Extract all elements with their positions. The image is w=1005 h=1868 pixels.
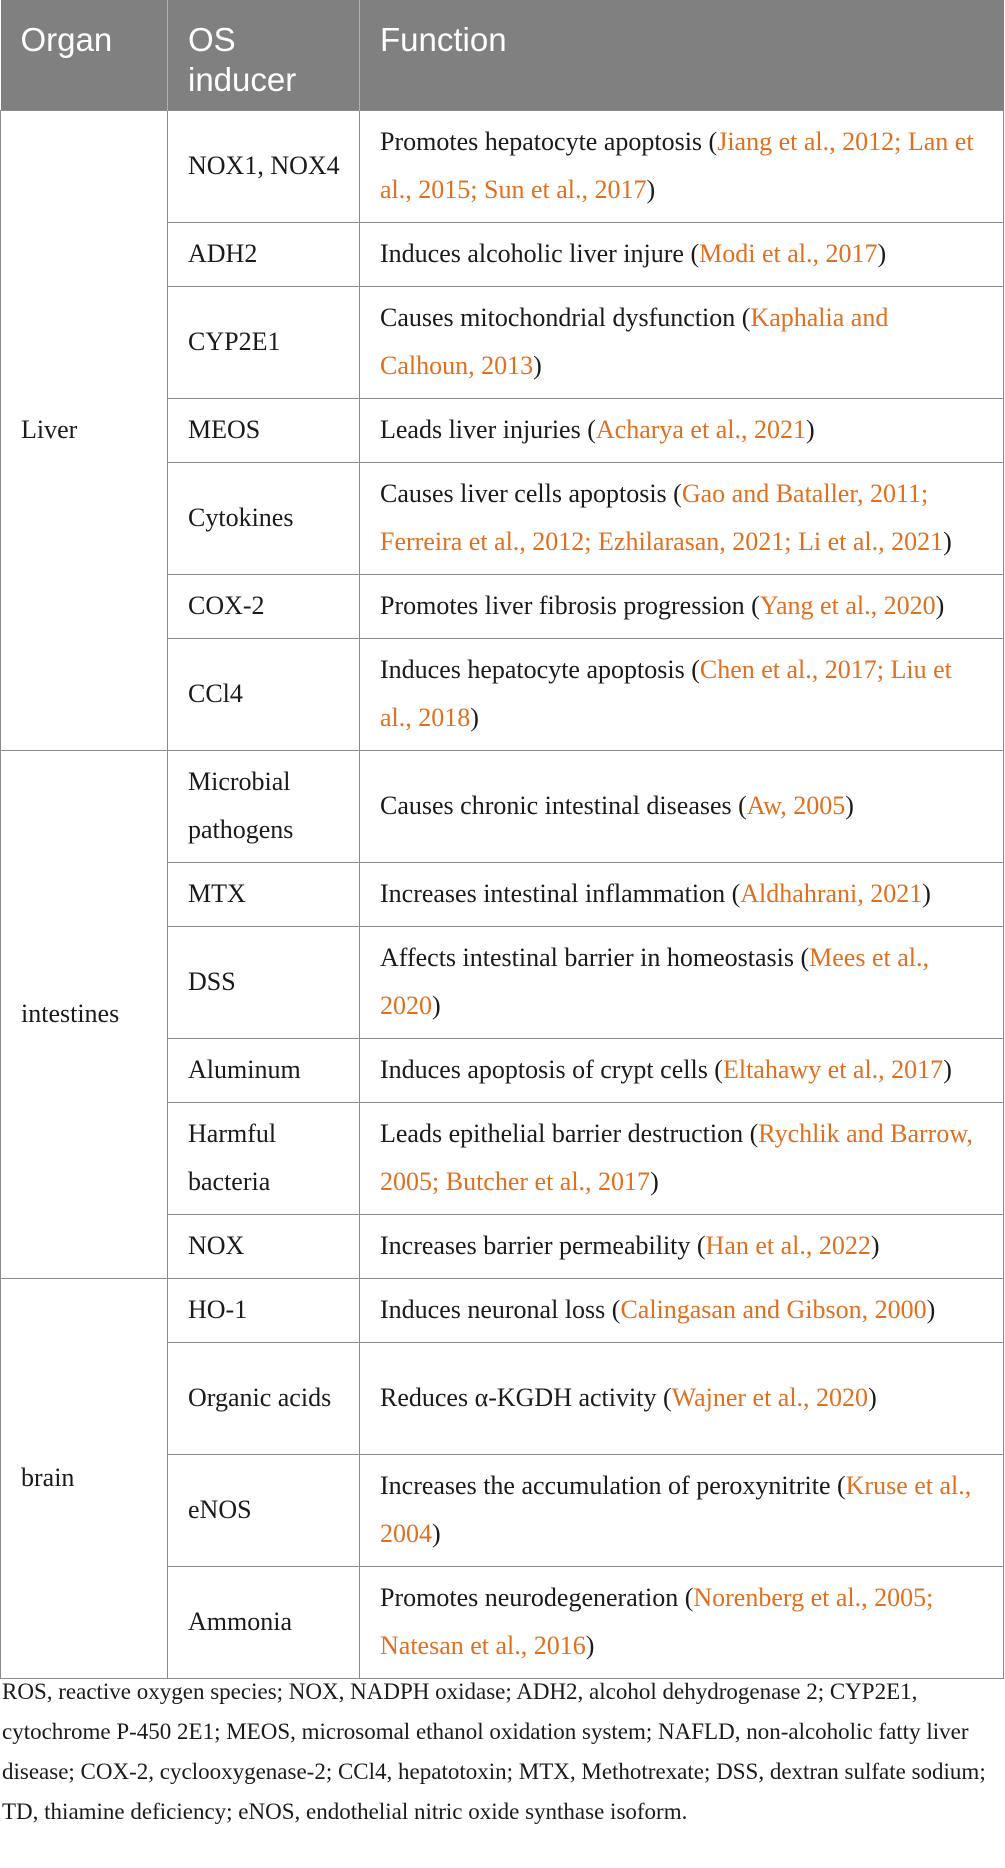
function-text: Causes liver cells apoptosis ( [380,479,682,508]
function-text: Induces hepatocyte apoptosis ( [380,655,700,684]
function-cell [360,751,1004,863]
os-inducer-cell: Aluminum [168,1039,360,1103]
citation-close: ) [877,239,887,268]
function-cell [360,1567,1004,1679]
citation-close: ) [845,791,854,820]
citation-close: ) [470,703,479,732]
citation-link[interactable]: Yang et al., 2020 [759,591,936,620]
function-text: Increases the accumulation of peroxynitrite ( [380,1471,846,1500]
citation-link[interactable]: Eltahawy et al., 2017 [722,1055,944,1084]
table-header [1,0,1004,111]
citation-link[interactable]: Calingasan and Gibson, 2000 [620,1295,927,1324]
citation-close: ) [922,879,931,908]
header-organ: Organ [1,0,168,111]
function-cell [360,111,1004,223]
citation-link[interactable]: Rychlik and Barrow, 2005; Butcher et al., 2017 [380,1119,973,1196]
function-text: Induces neuronal loss ( [380,1295,621,1324]
function-text: Induces alcoholic liver injure ( [380,239,700,268]
function-cell [360,927,1004,1039]
organ-cell: intestines [1,751,168,1279]
citation-close: ) [943,1055,952,1084]
function-cell [360,223,1004,287]
citation-link[interactable]: Aw, 2005 [746,791,846,820]
header-function: Function [360,0,1004,111]
function-text: Leads liver injuries ( [380,415,596,444]
os-inducer-cell: Organic acids [168,1343,360,1455]
citation-close: ) [926,1295,936,1324]
citation-close: ) [935,591,945,620]
function-text: Affects intestinal barrier in homeostasis ( [380,943,810,972]
function-cell [360,575,1004,639]
os-inducer-cell: Microbial pathogens [168,751,360,863]
citation-link[interactable]: Modi et al., 2017 [699,239,878,268]
os-inducer-cell: MEOS [168,399,360,463]
organ-cell: Liver [1,111,168,751]
citation-close: ) [868,1383,877,1412]
citation-close: ) [650,1167,659,1196]
function-text: Leads epithelial barrier destruction ( [380,1119,759,1148]
function-cell [360,463,1004,575]
os-inducer-cell: CCl4 [168,639,360,751]
os-inducer-cell: Harmful bacteria [168,1103,360,1215]
function-text: Increases intestinal inflammation ( [380,879,741,908]
os-inducer-cell: ADH2 [168,223,360,287]
citation-close: ) [805,415,815,444]
function-cell [360,1455,1004,1567]
function-cell [360,1039,1004,1103]
table-footnote: ROS, reactive oxygen species; NOX, NADPH oxidase; ADH2, alcohol dehydrogenase 2; CYP2E1, cytochrome P-450 2E1; MEOS, microsomal ethanol oxidation system; NAFLD, non-alcoholic fatty liver disease; COX-2, cyclooxygenase-2; CCl4, hepatotoxin; MTX, Methotrexate; DSS, dextran sulfate sodium; TD, thiamine deficiency; eNOS, endothelial nitric oxide synthase isoform. [2,1679,986,1824]
function-text: Causes chronic intestinal diseases ( [380,791,747,820]
os-inducer-cell: HO-1 [168,1279,360,1343]
function-cell [360,1279,1004,1343]
citation-link[interactable]: Aldhahrani, 2021 [740,879,923,908]
header-row [1,0,1004,111]
os-inducer-cell: DSS [168,927,360,1039]
table-body [1,111,1004,1679]
citation-link[interactable]: Gao and Bataller, 2011; Ferreira et al., 2012; Ezhilarasan, 2021; Li et al., 2021 [380,479,944,556]
citation-close: ) [585,1631,595,1660]
function-text: Reduces α-KGDH activity ( [380,1383,672,1412]
citation-link[interactable]: Mees et al., 2020 [380,943,929,1020]
os-inducer-cell: NOX1, NOX4 [168,111,360,223]
function-text: Promotes liver fibrosis progression ( [380,591,760,620]
function-cell [360,1343,1004,1455]
citation-close: ) [943,527,952,556]
table-row [1,1279,1004,1343]
function-text: Promotes hepatocyte apoptosis ( [380,127,718,156]
citation-link[interactable]: Kaphalia and Calhoun, 2013 [380,303,889,380]
function-text: Promotes neurodegeneration ( [380,1583,694,1612]
citation-link[interactable]: Kruse et al., 2004 [380,1471,972,1548]
os-inducer-cell: COX-2 [168,575,360,639]
citation-close: ) [870,1231,880,1260]
os-inducer-cell: NOX [168,1215,360,1279]
citation-link[interactable]: Han et al., 2022 [705,1231,871,1260]
function-cell [360,1215,1004,1279]
citation-close: ) [533,351,542,380]
citation-close: ) [432,991,441,1020]
table-row [1,751,1004,863]
os-inducer-cell: CYP2E1 [168,287,360,399]
os-inducer-cell: Cytokines [168,463,360,575]
citation-link[interactable]: Jiang et al., 2012; Lan et al., 2015; Sun et al., 2017 [380,127,974,204]
function-cell [360,399,1004,463]
function-cell [360,863,1004,927]
citation-close: ) [432,1519,441,1548]
function-cell [360,639,1004,751]
citation-link[interactable]: Acharya et al., 2021 [595,415,806,444]
citation-link[interactable]: Wajner et al., 2020 [671,1383,869,1412]
table-row [1,111,1004,223]
function-cell [360,1103,1004,1215]
os-inducer-cell: eNOS [168,1455,360,1567]
citation-link[interactable]: Chen et al., 2017; Liu et al., 2018 [380,655,952,732]
os-inducer-cell: MTX [168,863,360,927]
function-cell [360,287,1004,399]
citation-close: ) [646,175,656,204]
function-text: Increases barrier permeability ( [380,1231,706,1260]
function-text: Induces apoptosis of crypt cells ( [380,1055,723,1084]
organ-cell: brain [1,1279,168,1679]
os-inducer-cell: Ammonia [168,1567,360,1679]
header-os-inducer: OS inducer [168,0,360,111]
function-text: Causes mitochondrial dysfunction ( [380,303,751,332]
citation-link[interactable]: Norenberg et al., 2005; Natesan et al., 2016 [380,1583,934,1660]
